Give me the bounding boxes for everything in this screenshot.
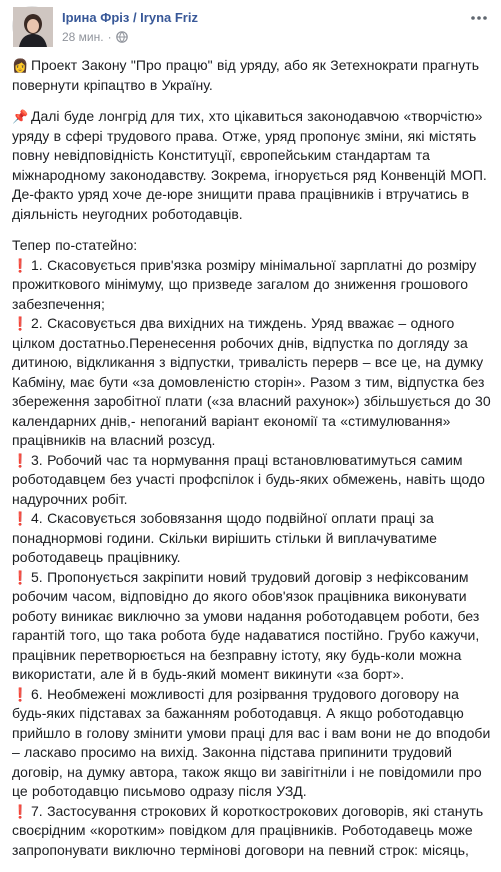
list-item-line xyxy=(12,431,478,451)
list-item-line xyxy=(12,412,478,432)
text-line-content: Де-факто уряд хоче де-юре знищити права працівників і втручатись в xyxy=(12,186,470,202)
list-item-text: 2. Скасовується два вихідних на тиждень. Уряд вважає – одного xyxy=(31,315,455,331)
list-item-line xyxy=(12,334,478,354)
list-item-line xyxy=(12,392,491,412)
list-item-line xyxy=(12,509,478,529)
list-item-text: 3. Робочий час та нормування праці встановлюватимуться самим xyxy=(31,451,463,468)
list-item-line xyxy=(12,841,478,861)
exclamation-icon: ❗ xyxy=(12,686,29,702)
list-item-text: 1. Скасовується прив'язка розміру мінімальної зарплатні до розміру xyxy=(31,256,477,273)
list-item-line xyxy=(12,821,478,841)
list-item-text: використати, але й в будь-який момент викинути «за борт». xyxy=(12,666,405,682)
text-line xyxy=(12,236,478,256)
list-item-line xyxy=(12,626,478,646)
list-item-text: забезпечення; xyxy=(12,295,105,312)
list-item-text: понаднормові години. Скільки вирішить стільки й виплачуватиме xyxy=(12,529,437,546)
post-paragraph xyxy=(12,236,491,860)
list-item-line xyxy=(12,763,482,783)
list-item-text: цілком достатньо.Перенесення робочих днів, відпустка по догляду за xyxy=(12,334,468,351)
text-line xyxy=(12,146,478,166)
list-item-line xyxy=(12,607,478,627)
list-item-text: 4. Скасовується зобовязання щодо подвійної оплати праці за xyxy=(31,510,434,526)
user-photo-icon xyxy=(13,7,53,47)
text-line xyxy=(12,205,478,225)
text-line-content: діяльність неугодних роботодавців. xyxy=(12,205,243,222)
woman-icon: 👩 xyxy=(12,58,29,73)
text-line xyxy=(12,127,478,147)
list-item-text: договір, на думку автора, також якщо ви завігітніли і не повідомили про xyxy=(12,763,482,780)
list-item-text: календарних днів,- непоганий варіант економії та «стимулювання» xyxy=(12,412,451,429)
list-item-text: будь-яких підставах за бажанням роботодавця. А якщо роботодавцю xyxy=(12,705,464,721)
exclamation-icon: ❗ xyxy=(12,257,29,273)
exclamation-icon: ❗ xyxy=(12,452,29,468)
text-line-content: Проект Закону "Про працю" від уряду, або як Зетехнократи прагнуть xyxy=(31,57,479,73)
post-body xyxy=(12,44,491,872)
list-item-text: це роботодавцю письмово одразу після УЗД. xyxy=(12,783,307,799)
text-line xyxy=(12,56,478,76)
author-name[interactable]: Ірина Фріз / Iryna Friz xyxy=(62,10,198,25)
exclamation-icon: ❗ xyxy=(12,803,29,819)
list-item-line xyxy=(12,802,484,822)
text-line-content: Тепер по-статейно: xyxy=(12,237,138,253)
text-line xyxy=(12,107,483,127)
list-item-text: 5. Пропонується закріпити новий трудовий договір з нефіксованим xyxy=(31,568,469,585)
list-item-line xyxy=(12,470,485,490)
list-item-line xyxy=(12,256,478,276)
list-item-text: 6. Необмежені можливості для розірвання трудового договору на xyxy=(31,685,459,702)
list-item-text: збереження заробітної плати («за власний рахунок») збільшується до 30 xyxy=(12,393,491,409)
list-item-line xyxy=(12,743,478,763)
list-item-text: роботодавець працівнику. xyxy=(12,549,181,565)
exclamation-icon: ❗ xyxy=(12,511,29,526)
list-item-text: працівників на власний розсуд. xyxy=(12,432,216,448)
list-item-line xyxy=(12,704,478,724)
list-item-text: запропонувати виключно термінові договори на певний строк: місяць, xyxy=(12,841,469,858)
list-item-text: – ласкаво просимо на вихід. Законна підстава припинити трудовий xyxy=(12,744,452,760)
text-line-content: міжнародному законодавству. Зокрема, ігнорується ряд Конвенцій МОП. xyxy=(12,166,487,183)
list-item-line xyxy=(12,275,478,295)
list-item-line xyxy=(12,451,478,471)
list-item-text: робочим часом, відповідно до якого обов'язок працівника виконувати xyxy=(12,588,467,604)
list-item-line xyxy=(12,353,484,373)
list-item-text: прийшло в голову змінити умови праці для вас і вам вони не до вподоби xyxy=(12,724,491,741)
text-line xyxy=(12,76,478,96)
post-paragraph xyxy=(12,56,478,95)
list-item-text: прожиткового мінімуму, що призведе загалом до зниження грошового xyxy=(12,276,468,292)
text-line-content: повернути кріпацтво в Україну. xyxy=(12,76,213,93)
meta-separator: · xyxy=(107,30,112,44)
text-line xyxy=(12,166,487,186)
list-item-text: 7. Застосування строкових й короткострокових договорів, які стануть xyxy=(31,802,484,819)
list-item-line xyxy=(12,568,478,588)
list-item-text: своєрідним «коротким» повідком для працівників. Роботодавець може xyxy=(12,822,473,838)
list-item-line xyxy=(12,587,478,607)
list-item-line xyxy=(12,314,478,334)
list-item-line xyxy=(12,782,478,802)
list-item-text: дитиною, відкликання з відпустки, тривалість перерв – все це, на думку xyxy=(12,354,484,370)
list-item-line xyxy=(12,685,478,705)
list-item-text: роботодавцем без участі профспілок і будь-яких обмежень, навіть щодо xyxy=(12,471,485,487)
list-item-text: роботу виникає виключно за умови надання роботодавцем роботи, без xyxy=(12,607,480,624)
list-item-text: Кабміну, має бути «за домовленістю сторін». Разом з тим, відпустка без xyxy=(12,373,485,390)
text-line-content: повну невідповідність Конституції, європейським стандартам та xyxy=(12,147,430,163)
text-line-content: Далі буде лонгрід для тих, хто цікавиться законодавчою «творчістю» xyxy=(31,108,483,124)
list-item-line xyxy=(12,724,491,744)
list-item-line xyxy=(12,373,485,393)
post-paragraph xyxy=(12,107,487,224)
list-item-line xyxy=(12,646,478,666)
list-item-line xyxy=(12,490,478,510)
list-item-text: надурочних робіт. xyxy=(12,490,128,507)
exclamation-icon: ❗ xyxy=(12,569,29,585)
list-item-line xyxy=(12,295,478,315)
list-item-line xyxy=(12,665,478,685)
text-line-content: уряду в сфері трудового права. Отже, уряд пропонує зміни, які містять xyxy=(12,127,477,144)
list-item-line xyxy=(12,548,478,568)
post-time[interactable]: 28 мин. xyxy=(62,30,104,44)
pushpin-icon: 📌 xyxy=(12,109,29,124)
list-item-text: гарантій того, що така робота буде надаватися постійно. Грубо кажучи, xyxy=(12,627,480,643)
exclamation-icon: ❗ xyxy=(12,316,29,331)
list-item-text: працівник перетворюється на безправну істоту, яку будь-коли можна xyxy=(12,646,462,663)
author-avatar[interactable] xyxy=(12,6,52,46)
list-item-line xyxy=(12,529,478,549)
text-line xyxy=(12,185,478,205)
more-options-icon[interactable] xyxy=(469,10,489,26)
